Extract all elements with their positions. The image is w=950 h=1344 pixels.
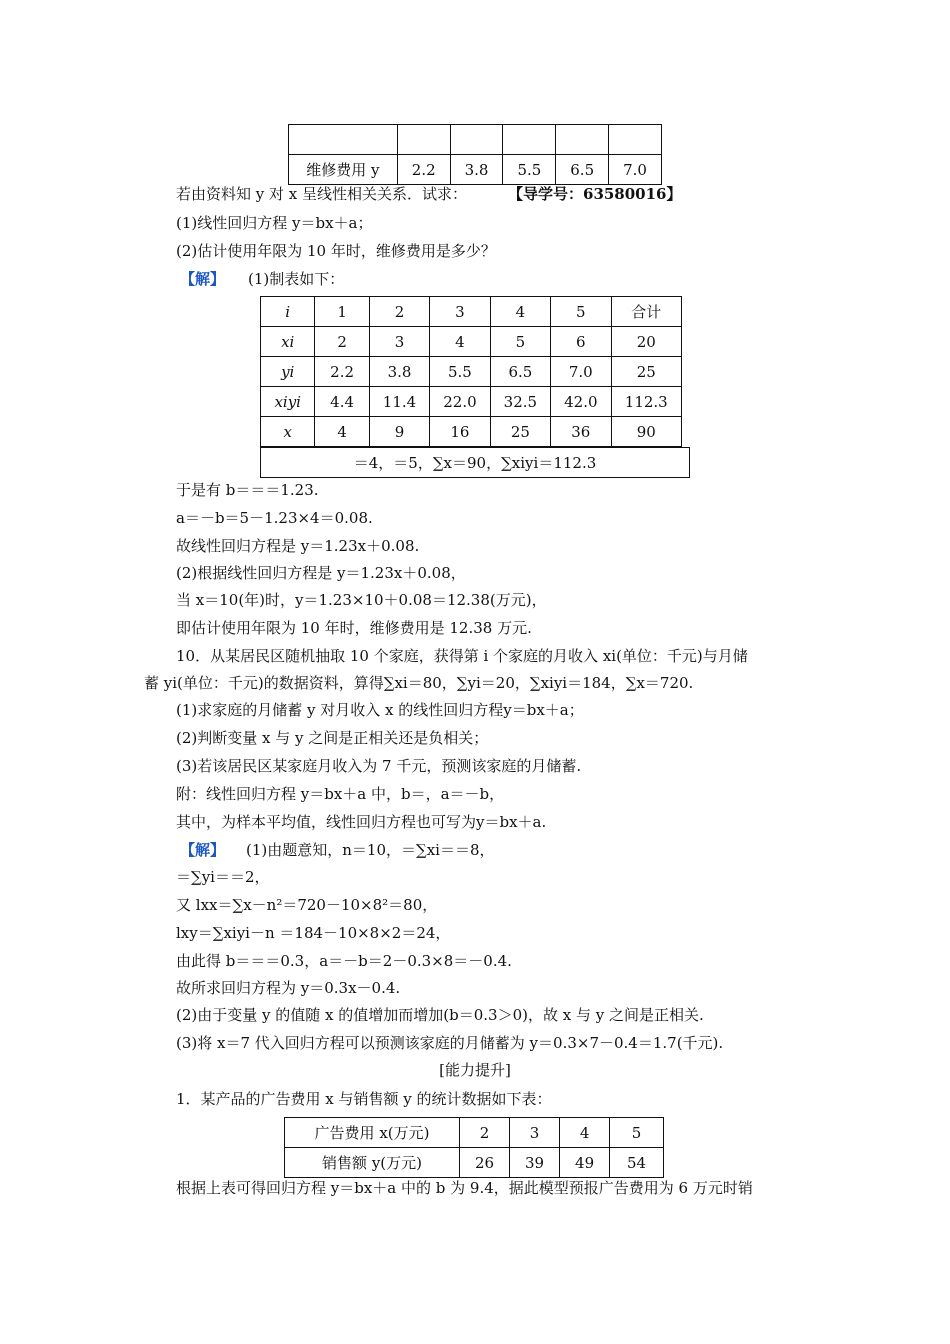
paragraph: lxy＝∑xiyi－n ＝184－10×8×2＝24， xyxy=(176,924,451,942)
paragraph: 又 lxx＝∑x－n²＝720－10×8²＝80， xyxy=(176,896,438,914)
paragraph: 由此得 b＝＝＝0.3，a＝－b＝2－0.3×8＝－0.4. xyxy=(176,952,512,970)
row-label: 维修费用 y xyxy=(289,155,398,185)
table-cell: xi xyxy=(261,327,315,357)
table-cell: 25 xyxy=(490,417,550,447)
table-cell: xiyi xyxy=(261,387,315,417)
paragraph: (1)求家庭的月储蓄 y 对月收入 x 的线性回归方程y＝bx＋a； xyxy=(176,701,584,719)
table-cell: 1 xyxy=(315,297,369,327)
table-cell xyxy=(503,125,556,155)
table-cell: 16 xyxy=(430,417,490,447)
table-cell: 2 xyxy=(460,1118,510,1148)
question-10: 10．从某居民区随机抽取 10 个家庭，获得第 i 个家庭的月收入 xi(单位：千元)与月储 xyxy=(176,647,748,665)
paragraph: (1)线性回归方程 y＝bx＋a； xyxy=(176,214,373,232)
ad-sales-table xyxy=(284,1117,664,1178)
table-cell: 3 xyxy=(369,327,429,357)
question-1: 1．某产品的广告费用 x 与销售额 y 的统计数据如下表： xyxy=(176,1090,552,1108)
table-cell: 25 xyxy=(611,357,681,387)
table-cell: 2 xyxy=(369,297,429,327)
paragraph: (1)制表如下： xyxy=(248,270,345,288)
paragraph: 根据上表可得回归方程 y＝bx＋a 中的 b 为 9.4，据此模型预报广告费用为 6 万元时销 xyxy=(176,1179,753,1197)
table-cell: 7.0 xyxy=(609,155,662,185)
table-row xyxy=(261,417,682,447)
paragraph: (2)估计使用年限为 10 年时，维修费用是多少？ xyxy=(176,242,496,260)
paragraph: 蓄 yi(单位：千元)的数据资料，算得∑xi＝80，∑yi＝20，∑xiyi＝184，∑x＝720. xyxy=(144,674,694,692)
computation-table xyxy=(260,296,682,447)
table-row xyxy=(285,1148,664,1178)
row-label: 广告费用 x(万元) xyxy=(285,1118,460,1148)
table-cell: 4 xyxy=(315,417,369,447)
table-cell: 36 xyxy=(551,417,611,447)
paragraph: 于是有 b＝＝＝1.23. xyxy=(176,481,319,499)
paragraph: 故线性回归方程是 y＝1.23x＋0.08. xyxy=(176,537,420,555)
paragraph: 故所求回归方程为 y＝0.3x－0.4. xyxy=(176,979,401,997)
table-cell: 32.5 xyxy=(490,387,550,417)
table-cell: 39 xyxy=(510,1148,560,1178)
table-cell: 9 xyxy=(369,417,429,447)
table-cell: 4.4 xyxy=(315,387,369,417)
table-cell xyxy=(556,125,609,155)
table-row xyxy=(261,387,682,417)
paragraph: ＝∑yi＝＝2， xyxy=(176,868,270,886)
table-cell: 5.5 xyxy=(430,357,490,387)
reference-number: 【导学号：63580016】 xyxy=(508,185,682,203)
table-cell: 5.5 xyxy=(503,155,556,185)
paragraph: (2)由于变量 y 的值随 x 的值增加而增加(b＝0.3＞0)，故 x 与 y 之间是正相关. xyxy=(176,1006,704,1024)
table-cell: 90 xyxy=(611,417,681,447)
table-row xyxy=(261,327,682,357)
table-cell: 54 xyxy=(610,1148,664,1178)
table-cell: 6.5 xyxy=(556,155,609,185)
table-cell: 7.0 xyxy=(551,357,611,387)
table-cell: 4 xyxy=(490,297,550,327)
paragraph: 若由资料知 y 对 x 呈线性相关关系．试求： xyxy=(176,185,468,203)
table-cell: 26 xyxy=(460,1148,510,1178)
table-cell xyxy=(609,125,662,155)
table-cell: 2.2 xyxy=(397,155,450,185)
paragraph: 附：线性回归方程 y＝bx＋a 中，b＝，a＝－b， xyxy=(176,785,505,803)
table-summary-row: ＝4，＝5，∑x＝90，∑xiyi＝112.3 xyxy=(260,447,690,478)
table-cell: 3 xyxy=(430,297,490,327)
table-cell: 合计 xyxy=(611,297,681,327)
paragraph: 当 x＝10(年)时，y＝1.23×10＋0.08＝12.38(万元)， xyxy=(176,591,547,609)
table-cell: 2.2 xyxy=(315,357,369,387)
table-cell: x xyxy=(261,417,315,447)
table-cell xyxy=(397,125,450,155)
table-cell: 3.8 xyxy=(369,357,429,387)
table-cell: 11.4 xyxy=(369,387,429,417)
table-cell: 6.5 xyxy=(490,357,550,387)
paragraph: a＝－b＝5－1.23×4＝0.08. xyxy=(176,509,373,527)
table-row xyxy=(289,155,662,185)
table-cell: 5 xyxy=(490,327,550,357)
section-heading: [能力提升] xyxy=(439,1061,511,1079)
table-cell: 112.3 xyxy=(611,387,681,417)
paragraph: (3)若该居民区某家庭月收入为 7 千元，预测该家庭的月储蓄. xyxy=(176,757,582,775)
solution-tag: 【解】 xyxy=(180,841,226,859)
table-row xyxy=(289,125,662,155)
table-cell: 5 xyxy=(551,297,611,327)
table-cell: 42.0 xyxy=(551,387,611,417)
paragraph: (1)由题意知，n＝10，＝∑xi＝＝8， xyxy=(246,841,495,859)
table-row xyxy=(261,297,682,327)
paragraph: 即估计使用年限为 10 年时，维修费用是 12.38 万元. xyxy=(176,619,532,637)
table-cell: 3.8 xyxy=(450,155,503,185)
table-cell: 4 xyxy=(560,1118,610,1148)
table-cell: 22.0 xyxy=(430,387,490,417)
table-cell: yi xyxy=(261,357,315,387)
paragraph: 其中，为样本平均值，线性回归方程也可写为y＝bx＋a. xyxy=(176,813,547,831)
table-cell: 6 xyxy=(551,327,611,357)
table-cell: 5 xyxy=(610,1118,664,1148)
table-cell xyxy=(450,125,503,155)
table-cell: 49 xyxy=(560,1148,610,1178)
paragraph: (3)将 x＝7 代入回归方程可以预测该家庭的月储蓄为 y＝0.3×7－0.4＝1.7(千元). xyxy=(176,1034,724,1052)
solution-tag: 【解】 xyxy=(180,270,226,288)
table-cell: 2 xyxy=(315,327,369,357)
paragraph: (2)根据线性回归方程是 y＝1.23x＋0.08， xyxy=(176,564,466,582)
table-row xyxy=(261,357,682,387)
paragraph: (2)判断变量 x 与 y 之间是正相关还是负相关； xyxy=(176,729,489,747)
table-cell: 4 xyxy=(430,327,490,357)
table-row xyxy=(285,1118,664,1148)
table-cell xyxy=(289,125,398,155)
table-cell: 3 xyxy=(510,1118,560,1148)
maintenance-table xyxy=(288,124,662,185)
table-cell: 20 xyxy=(611,327,681,357)
row-label: 销售额 y(万元) xyxy=(285,1148,460,1178)
table-cell: i xyxy=(261,297,315,327)
